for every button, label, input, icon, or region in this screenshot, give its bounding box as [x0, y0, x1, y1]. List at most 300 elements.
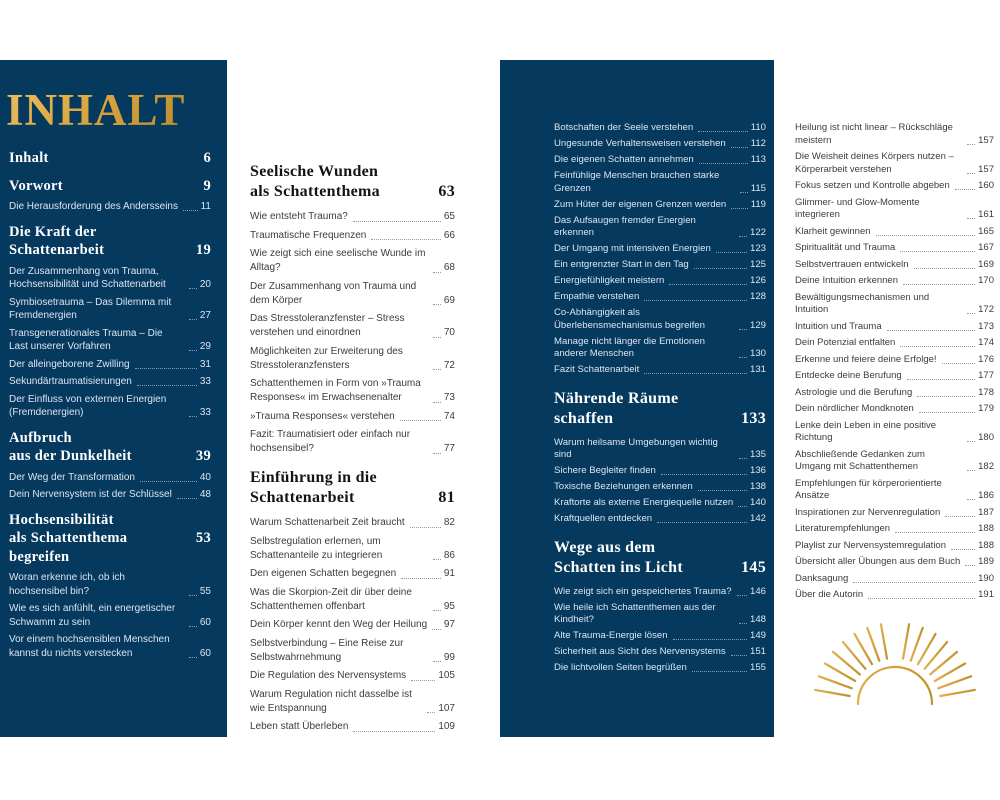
- entry-text: Selbstvertrauen entwickeln: [795, 258, 909, 270]
- dotted-leader: [669, 284, 747, 285]
- dotted-leader: [189, 319, 197, 320]
- dotted-leader: [432, 629, 441, 630]
- toc-entry: [795, 589, 994, 602]
- dotted-leader: [900, 346, 975, 347]
- dotted-leader: [740, 192, 748, 193]
- dotted-leader: [189, 626, 197, 627]
- dotted-leader: [907, 379, 975, 380]
- section-heading: [250, 162, 455, 202]
- entry-page-number: 82: [443, 517, 455, 528]
- dotted-leader: [692, 671, 747, 672]
- section-heading-text: Inhalt: [9, 150, 49, 166]
- dotted-leader: [189, 350, 197, 351]
- section-heading-text: Wege aus dem: [554, 538, 656, 556]
- dotted-leader: [661, 474, 747, 475]
- toc-entry: [250, 312, 455, 340]
- toc-entry: [795, 573, 994, 586]
- dotted-leader: [433, 661, 441, 662]
- entry-text: Selbstverbindung – Eine Reise zur Selbstwahrnehmung: [250, 637, 404, 663]
- dotted-leader: [673, 639, 747, 640]
- entry-text: Co-Abhängigkeit als Überlebensmechanismus begreifen: [554, 307, 705, 331]
- dotted-leader: [410, 527, 441, 528]
- entry-page-number: 190: [978, 572, 994, 584]
- entry-text: Fazit: Traumatisiert oder einfach nur hochsensibel?: [250, 429, 411, 454]
- toc-entry: [9, 200, 211, 214]
- toc-entry: [795, 122, 994, 147]
- toc-entry: [554, 602, 766, 627]
- entry-page-number: 149: [749, 630, 766, 641]
- entry-page-number: 157: [978, 163, 994, 175]
- toc-entry: [795, 370, 994, 383]
- entry-page-number: 123: [749, 243, 766, 254]
- entry-text: Der Umgang mit intensiven Energien: [554, 243, 711, 254]
- sun-icon: [801, 616, 989, 711]
- toc-section: [554, 122, 766, 377]
- dotted-leader: [967, 441, 975, 442]
- toc-entry: [554, 646, 766, 659]
- toc-entry: [795, 478, 994, 503]
- section-heading: [9, 511, 211, 567]
- entry-page-number: 60: [199, 647, 211, 659]
- dotted-leader: [433, 453, 441, 454]
- section-page-number: 9: [203, 177, 211, 194]
- section-heading-text: Nährende Räume: [554, 389, 679, 407]
- dotted-leader: [739, 458, 747, 459]
- entry-text: Der alleingeborene Zwilling: [9, 358, 130, 370]
- toc-entry: [554, 215, 766, 240]
- toc-entry: [795, 275, 994, 288]
- toc-entry: [795, 321, 994, 334]
- entry-page-number: 65: [443, 211, 455, 222]
- toc-entry: [250, 637, 455, 665]
- entry-text: Dein Potenzial entfalten: [795, 337, 896, 348]
- entry-text: Astrologie und die Berufung: [795, 386, 913, 398]
- entry-page-number: 142: [749, 513, 766, 524]
- dotted-leader: [644, 300, 747, 301]
- dotted-leader: [965, 565, 975, 566]
- toc-entry: [795, 242, 994, 255]
- dotted-leader: [967, 173, 975, 174]
- section-page-number: 133: [741, 409, 766, 427]
- entry-text: Übersicht aller Übungen aus dem Buch: [795, 556, 961, 567]
- entry-page-number: 99: [443, 651, 455, 663]
- dotted-leader: [739, 329, 747, 330]
- entry-text: Inspirationen zur Nervenregulation: [795, 506, 941, 518]
- entry-text: Der Einfluss von externen Energien (Fremdenergien): [9, 393, 167, 419]
- entry-text: Ungesunde Verhaltensweisen verstehen: [554, 138, 726, 149]
- entry-page-number: 128: [749, 291, 766, 302]
- entry-page-number: 33: [199, 376, 211, 388]
- dotted-leader: [400, 420, 441, 421]
- dotted-leader: [967, 144, 975, 145]
- dotted-leader: [942, 363, 976, 364]
- toc-entry: [554, 170, 766, 195]
- toc-entry: [554, 336, 766, 361]
- dotted-leader: [917, 396, 975, 397]
- entry-text: Sichere Begleiter finden: [554, 465, 656, 476]
- entry-page-number: 72: [443, 359, 455, 371]
- toc-entry: [9, 265, 211, 292]
- toc-entry: [250, 428, 455, 456]
- toc-entry: [250, 229, 455, 243]
- entry-page-number: 33: [199, 407, 211, 419]
- dotted-leader: [433, 369, 441, 370]
- entry-text: Fazit Schattenarbeit: [554, 364, 640, 375]
- entry-page-number: 165: [978, 225, 994, 237]
- dotted-leader: [433, 304, 441, 305]
- dotted-leader: [140, 481, 197, 482]
- toc-section: [554, 389, 766, 526]
- entry-text: Was die Skorpion-Zeit dir über deine Schattenthemen offenbart: [250, 586, 412, 612]
- entry-text: Ein entgrenzter Start in den Tag: [554, 259, 689, 270]
- entry-text: Warum Regulation nicht dasselbe ist wie Entspannung: [250, 688, 412, 714]
- dotted-leader: [739, 357, 747, 358]
- entry-page-number: 113: [750, 154, 766, 165]
- entry-text: Wie zeigt sich ein gespeichertes Trauma?: [554, 585, 732, 597]
- toc-entry: [795, 180, 994, 193]
- toc-entry: [554, 307, 766, 332]
- toc-entry: [9, 358, 211, 372]
- dotted-leader: [353, 731, 435, 732]
- section-heading-text: Seelische Wunden: [250, 163, 379, 180]
- section-heading: [250, 468, 455, 508]
- toc-section: [250, 468, 455, 734]
- entry-text: Sicherheit aus Sicht des Nervensystems: [554, 646, 726, 657]
- entry-text: Wie zeigt sich eine seelische Wunde im Alltag?: [250, 248, 426, 273]
- toc-entry: [795, 226, 994, 239]
- entry-page-number: 174: [978, 337, 994, 348]
- section-heading-text: Hochsensibilität: [9, 511, 114, 528]
- section-heading: [9, 149, 211, 168]
- entry-text: Botschaften der Seele verstehen: [554, 122, 694, 133]
- dotted-leader: [967, 313, 975, 314]
- toc-entry: [250, 535, 455, 563]
- toc-entry: [795, 449, 994, 474]
- dotted-leader: [738, 506, 747, 507]
- entry-text: Die lichtvollen Seiten begrüßen: [554, 662, 687, 673]
- section-heading-text: Aufbruch: [9, 429, 72, 446]
- dotted-leader: [698, 131, 748, 132]
- toc-entry: [9, 375, 211, 389]
- entry-text: Danksagung: [795, 572, 849, 584]
- toc-entry: [795, 292, 994, 317]
- toc-entry: [9, 327, 211, 354]
- entry-text: Der Zusammenhang von Trauma, Hochsensibilität und Schattenarbeit: [9, 265, 166, 291]
- entry-page-number: 73: [443, 392, 455, 403]
- dotted-leader: [919, 412, 975, 413]
- toc-entry: [554, 291, 766, 304]
- dotted-leader: [914, 268, 976, 269]
- dotted-leader: [903, 284, 975, 285]
- toc-entry: [250, 410, 455, 424]
- toc-entry: [250, 688, 455, 716]
- entry-page-number: 29: [199, 341, 211, 353]
- dotted-leader: [868, 598, 975, 599]
- dotted-leader: [433, 559, 441, 560]
- dotted-leader: [737, 595, 747, 596]
- entry-text: Die Weisheit deines Körpers nutzen – Körperarbeit verstehen: [795, 151, 954, 175]
- entry-page-number: 122: [749, 227, 766, 238]
- dotted-leader: [427, 712, 435, 713]
- entry-page-number: 107: [438, 702, 455, 714]
- entry-text: Selbstregulation erlernen, um Schattenanteile zu integrieren: [250, 535, 383, 561]
- section-page-number: 39: [195, 448, 211, 465]
- toc-section: [9, 429, 211, 502]
- toc-section: [250, 162, 455, 456]
- dotted-leader: [177, 498, 197, 499]
- dotted-leader: [716, 252, 747, 253]
- section-heading-text: Einführung in die: [250, 469, 377, 486]
- entry-page-number: 70: [443, 327, 455, 338]
- toc-column-1: [9, 149, 211, 660]
- entry-text: Playlist zur Nervensystemregulation: [795, 539, 947, 551]
- entry-text: Feinfühlige Menschen brauchen starke Grenzen: [554, 170, 720, 194]
- entry-page-number: 187: [978, 506, 994, 518]
- entry-page-number: 86: [443, 549, 455, 561]
- entry-text: Literaturempfehlungen: [795, 523, 891, 534]
- toc-entry: [250, 586, 455, 614]
- entry-page-number: 115: [750, 182, 766, 194]
- entry-text: Lenke dein Leben in eine positive Richtung: [795, 419, 937, 443]
- dotted-leader: [900, 251, 975, 252]
- entry-text: Empfehlungen für körperorientierte Ansätze: [795, 477, 942, 501]
- dotted-leader: [731, 655, 747, 656]
- entry-text: Energiefühligkeit meistern: [554, 275, 665, 286]
- toc-entry: [554, 662, 766, 675]
- toc-entry: [250, 720, 455, 734]
- entry-text: Empathie verstehen: [554, 291, 640, 302]
- toc-entry: [554, 154, 766, 167]
- entry-page-number: 155: [749, 662, 766, 673]
- entry-page-number: 148: [749, 614, 766, 625]
- toc-entry: [554, 138, 766, 151]
- entry-text: Manage nicht länger die Emotionen anderer Menschen: [554, 335, 705, 359]
- toc-entry: [795, 197, 994, 222]
- toc-entry: [795, 354, 994, 367]
- toc-entry: [795, 507, 994, 520]
- toc-section: [9, 149, 211, 168]
- section-heading-text: schaffen: [554, 409, 614, 427]
- dotted-leader: [698, 490, 747, 491]
- dotted-leader: [433, 272, 441, 273]
- toc-entry: [250, 669, 455, 683]
- toc-entry: [9, 633, 211, 660]
- toc-entry: [250, 247, 455, 275]
- entry-text: Erkenne und feiere deine Erfolge!: [795, 353, 937, 365]
- entry-page-number: 74: [443, 410, 455, 422]
- entry-page-number: 91: [443, 568, 455, 579]
- entry-text: Vor einem hochsensiblen Menschen kannst du nichts verstecken: [9, 634, 170, 659]
- dotted-leader: [433, 337, 441, 338]
- toc-entry: [554, 275, 766, 288]
- entry-page-number: 119: [750, 198, 766, 210]
- dotted-leader: [739, 236, 747, 237]
- dotted-leader: [694, 268, 747, 269]
- toc-column-4: [795, 122, 994, 602]
- toc-section: [9, 511, 211, 661]
- entry-text: Glimmer- und Glow-Momente integrieren: [795, 196, 920, 220]
- entry-page-number: 189: [978, 556, 994, 567]
- section-page-number: 53: [195, 530, 211, 547]
- toc-entry: [795, 523, 994, 536]
- entry-page-number: 105: [438, 670, 455, 681]
- entry-page-number: 40: [199, 471, 211, 483]
- entry-page-number: 161: [978, 209, 994, 220]
- entry-text: Bewältigungsmechanismen und Intuition: [795, 291, 930, 315]
- entry-text: Klarheit gewinnen: [795, 225, 871, 237]
- entry-page-number: 178: [978, 386, 994, 398]
- entry-text: »Trauma Responses« verstehen: [250, 410, 395, 422]
- entry-page-number: 60: [199, 616, 211, 628]
- entry-text: Dein Nervensystem ist der Schlüssel: [9, 489, 172, 501]
- entry-text: Entdecke deine Berufung: [795, 370, 902, 381]
- entry-text: Symbiosetrauma – Das Dilemma mit Fremdenergien: [9, 296, 172, 322]
- section-heading: [554, 389, 766, 429]
- entry-page-number: 135: [749, 449, 766, 460]
- toc-entry: [795, 387, 994, 400]
- entry-text: Dein nördlicher Mondknoten: [795, 403, 914, 414]
- toc-entry: [9, 488, 211, 502]
- entry-page-number: 131: [749, 364, 766, 375]
- entry-page-number: 191: [978, 589, 994, 600]
- entry-page-number: 172: [978, 304, 994, 315]
- entry-page-number: 126: [749, 275, 766, 286]
- entry-text: Die Regulation des Nervensystems: [250, 670, 407, 681]
- toc-entry: [554, 481, 766, 494]
- dotted-leader: [433, 610, 441, 611]
- toc-entry: [9, 393, 211, 420]
- entry-page-number: 27: [199, 310, 211, 322]
- entry-page-number: 186: [978, 490, 994, 501]
- toc-section: [9, 177, 211, 214]
- entry-page-number: 112: [750, 138, 766, 149]
- toc-entry: [9, 296, 211, 323]
- section-heading-text: als Schattenthema: [250, 183, 380, 200]
- toc-entry: [554, 243, 766, 256]
- toc-entry: [795, 259, 994, 272]
- toc-entry: [554, 513, 766, 526]
- entry-page-number: 179: [978, 403, 994, 414]
- entry-text: Der Weg der Transformation: [9, 471, 135, 483]
- toc-entry: [554, 122, 766, 135]
- dotted-leader: [657, 522, 747, 523]
- toc-entry: [795, 403, 994, 416]
- entry-text: Zum Hüter der eigenen Grenzen werden: [554, 198, 727, 210]
- section-page-number: 145: [741, 558, 766, 576]
- toc-entry: [9, 571, 211, 598]
- entry-page-number: 69: [443, 294, 455, 306]
- entry-text: Traumatische Frequenzen: [250, 229, 367, 241]
- section-heading: [9, 429, 211, 466]
- toc-entry: [554, 437, 766, 462]
- section-page-number: 81: [438, 489, 455, 506]
- entry-text: Der Zusammenhang von Trauma und dem Körper: [250, 280, 417, 306]
- entry-page-number: 125: [749, 259, 766, 270]
- toc-entry: [554, 630, 766, 643]
- dotted-leader: [967, 470, 975, 471]
- dotted-leader: [853, 582, 975, 583]
- entry-text: Heilung ist nicht linear – Rückschläge meistern: [795, 122, 953, 146]
- entry-text: Kraftquellen entdecken: [554, 513, 653, 524]
- entry-text: Leben statt Überleben: [250, 721, 349, 732]
- entry-page-number: 110: [750, 122, 766, 133]
- dotted-leader: [189, 595, 197, 596]
- section-heading-text: Vorwort: [9, 177, 63, 194]
- entry-page-number: 188: [978, 523, 994, 534]
- entry-page-number: 66: [443, 229, 455, 241]
- entry-text: Spiritualität und Trauma: [795, 242, 896, 253]
- entry-page-number: 182: [978, 461, 994, 472]
- entry-page-number: 48: [199, 489, 211, 501]
- section-page-number: 63: [438, 183, 455, 200]
- dotted-leader: [183, 210, 198, 211]
- dotted-leader: [401, 578, 441, 579]
- entry-page-number: 31: [199, 358, 211, 370]
- toc-page-1: [0, 60, 227, 737]
- section-heading-text: Schatten ins Licht: [554, 558, 683, 576]
- toc-entry: [795, 151, 994, 176]
- toc-section: [554, 538, 766, 675]
- dotted-leader: [189, 416, 197, 417]
- entry-page-number: 169: [978, 258, 994, 270]
- entry-page-number: 136: [749, 465, 766, 476]
- dotted-leader: [189, 288, 197, 289]
- toc-entry: [554, 497, 766, 510]
- entry-text: Möglichkeiten zur Erweiterung des Stresstoleranzfensters: [250, 345, 403, 371]
- toc-entry: [795, 540, 994, 553]
- toc-section: [795, 122, 994, 602]
- entry-text: Toxische Beziehungen erkennen: [554, 481, 693, 492]
- entry-page-number: 188: [978, 539, 994, 551]
- entry-text: Wie entsteht Trauma?: [250, 211, 348, 222]
- dotted-leader: [371, 239, 441, 240]
- dotted-leader: [951, 549, 975, 550]
- dotted-leader: [967, 218, 975, 219]
- dotted-leader: [731, 147, 748, 148]
- entry-text: Das Stresstoleranzfenster – Stress verstehen und einordnen: [250, 313, 405, 338]
- entry-page-number: 109: [438, 721, 455, 732]
- section-heading-text: aus der Dunkelheit: [9, 448, 132, 465]
- entry-text: Schattenthemen in Form von »Trauma Responses« im Erwachsenenalter: [250, 378, 421, 403]
- toc-page-4: [774, 60, 1000, 737]
- entry-page-number: 176: [978, 353, 994, 365]
- entry-page-number: 77: [443, 443, 455, 454]
- entry-page-number: 11: [200, 201, 211, 213]
- entry-text: Abschließende Gedanken zum Umgang mit Schattenthemen: [795, 448, 925, 472]
- entry-text: Den eigenen Schatten begegnen: [250, 568, 397, 579]
- toc-section: [9, 223, 211, 420]
- entry-text: Wie es sich anfühlt, ein energetischer Schwamm zu sein: [9, 603, 176, 628]
- dotted-leader: [433, 402, 441, 403]
- dotted-leader: [644, 373, 747, 374]
- section-heading: [9, 223, 211, 260]
- section-heading-text: Schattenarbeit: [9, 242, 105, 259]
- section-page-number: 6: [203, 150, 211, 166]
- entry-text: Die eigenen Schatten annehmen: [554, 154, 694, 165]
- dotted-leader: [731, 208, 747, 209]
- entry-text: Alte Trauma-Energie lösen: [554, 630, 668, 641]
- entry-page-number: 167: [978, 242, 994, 253]
- toc-entry: [250, 516, 455, 530]
- entry-page-number: 173: [978, 320, 994, 332]
- entry-page-number: 95: [443, 600, 455, 612]
- entry-page-number: 20: [199, 279, 211, 291]
- toc-entry: [250, 280, 455, 308]
- entry-page-number: 138: [749, 481, 766, 492]
- toc-entry: [554, 364, 766, 377]
- toc-entry: [795, 420, 994, 445]
- toc-entry: [250, 567, 455, 581]
